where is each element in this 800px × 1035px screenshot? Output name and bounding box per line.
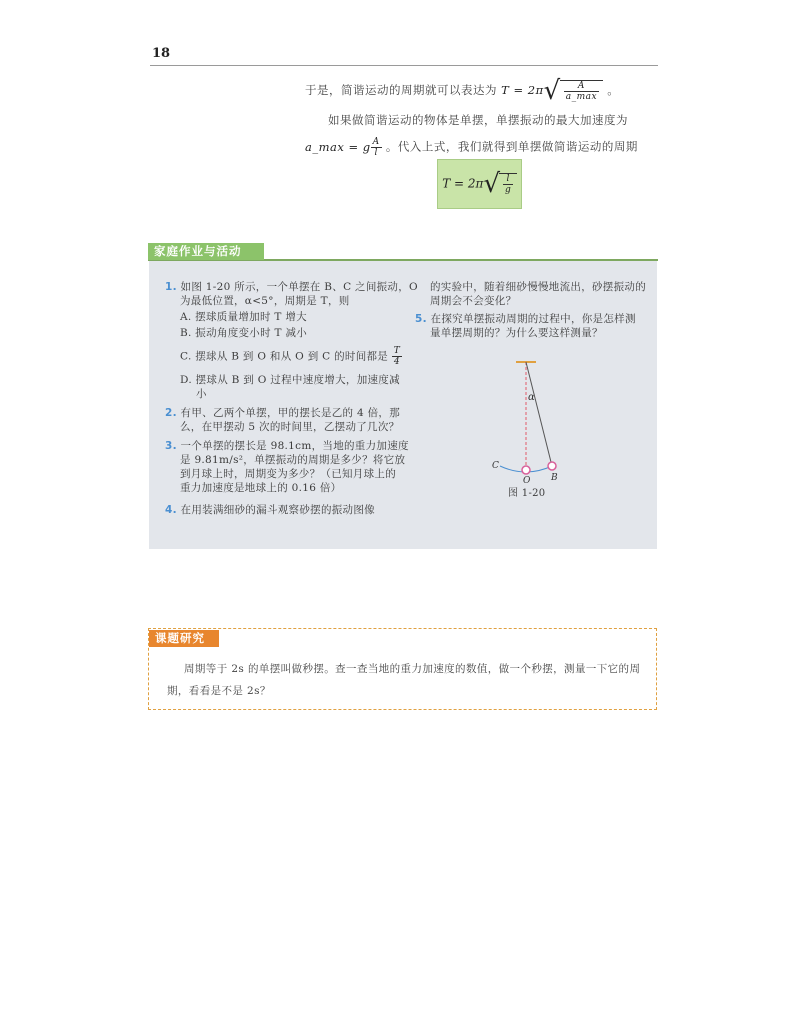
intro-line-1-tail: 。 — [607, 83, 620, 97]
option-c-numerator: T — [393, 346, 401, 356]
research-line-1: 周期等于 2s 的单摆叫做秒摆。查一查当地的重力加速度的数值，做一个秒摆，测量一下它的周 — [184, 663, 641, 675]
sqrt-sign: √ — [543, 76, 561, 106]
question-3-line-2: 是 9.81m/s²，单摆振动的周期是多少？将它放 — [180, 454, 406, 466]
question-5-number: 5. — [415, 313, 427, 325]
question-2-line-2: 么，在甲摆动 5 次的时间里，乙摆动了几次？ — [180, 421, 400, 433]
figure-caption: 图 1-20 — [508, 488, 546, 499]
question-3-number: 3. — [165, 440, 177, 452]
question-1-line-1 — [165, 280, 418, 294]
page-number: 18 — [152, 46, 171, 61]
intro-line-2: 如果做简谐运动的物体是单摆，单摆振动的最大加速度为 — [328, 113, 628, 127]
question-2-text-1: 有甲、乙两个单摆，甲的摆长是乙的 4 倍，那 — [180, 407, 401, 419]
intro-line-3 — [305, 137, 638, 158]
question-4-line-1 — [165, 503, 375, 517]
question-3-text-1: 一个单摆的摆长是 98.1cm，当地的重力加速度 — [180, 440, 409, 452]
question-1-number: 1. — [165, 281, 177, 293]
max-accel-denominator: l — [374, 148, 378, 158]
question-3-line-1 — [165, 439, 409, 453]
pendulum-bob-o — [522, 466, 530, 474]
point-c-label: C — [492, 461, 499, 471]
formula-numerator: A — [564, 81, 599, 92]
question-1-text-1: 如图 1-20 所示，一个单摆在 B、C 之间振动，O — [180, 281, 418, 293]
intro-line-3-text: 。代入上式，我们就得到单摆做简谐运动的周期 — [385, 139, 638, 154]
formula-denominator: a_max — [565, 92, 598, 102]
period-formula — [501, 76, 607, 106]
question-3-line-3: 到月球上时，周期变为多少？（已知月球上的 — [180, 468, 396, 480]
question-2-number: 2. — [165, 407, 177, 419]
pendulum-figure — [488, 356, 568, 486]
question-1-option-c — [180, 346, 402, 367]
question-3-line-4: 重力加速度是地球上的 0.16 倍） — [180, 482, 342, 494]
max-accel-lhs: a_max = g — [305, 139, 371, 154]
pendulum-period-formula — [442, 171, 517, 197]
question-4-line-3: 周期会不会变化？ — [430, 295, 517, 307]
question-4-text-1: 在用装满细砂的漏斗观察砂摆的振动图像 — [180, 504, 375, 516]
pendulum-period-denominator: g — [505, 185, 511, 195]
period-formula-lhs: T = 2π — [501, 83, 544, 97]
pendulum-period-lhs: T = 2π — [442, 176, 484, 191]
homework-title: 家庭作业与活动 — [148, 243, 264, 260]
question-1-option-a: A. 摆球质量增加时 T 增大 — [180, 311, 307, 323]
question-5-text-1: 在探究单摆振动周期的过程中，你是怎样测 — [430, 313, 636, 325]
question-1-line-2: 为最低位置，α<5°，周期是 T，则 — [180, 295, 350, 307]
point-b-label: B — [551, 473, 558, 483]
pendulum-period-formula-box — [437, 159, 522, 209]
max-accel-formula — [305, 137, 386, 158]
angle-label: α — [528, 392, 535, 403]
question-5-line-1 — [415, 312, 636, 326]
intro-line-1 — [305, 78, 619, 104]
question-1-option-b: B. 振动角度变小时 T 减小 — [180, 327, 308, 339]
question-1-option-d-line-1: D. 摆球从 B 到 O 过程中速度增大，加速度减 — [180, 374, 400, 386]
max-accel-numerator: A — [372, 137, 380, 147]
point-o-label: O — [523, 476, 531, 486]
pendulum-period-numerator: l — [503, 174, 513, 185]
question-1-option-d-line-2: 小 — [196, 388, 207, 400]
research-line-2: 期，看看是不是 2s？ — [167, 685, 271, 697]
pendulum-string — [526, 362, 552, 466]
option-c-denominator: 4 — [393, 357, 400, 367]
question-2-line-1 — [165, 406, 400, 420]
question-4-number: 4. — [165, 504, 177, 516]
question-5-line-2: 量单摆周期的？为什么要这样测量？ — [430, 327, 603, 339]
question-1-option-c-text: C. 摆球从 B 到 O 和从 O 到 C 的时间都是 — [180, 350, 389, 363]
question-4-line-2: 的实验中，随着细砂慢慢地流出，砂摆振动的 — [430, 281, 646, 293]
pendulum-bob-b — [548, 462, 556, 470]
intro-line-1-text: 于是，简谐运动的周期就可以表达为 — [305, 83, 497, 97]
sqrt-sign: √ — [483, 169, 501, 199]
research-title: 课题研究 — [149, 630, 219, 647]
header-rule — [150, 65, 658, 66]
